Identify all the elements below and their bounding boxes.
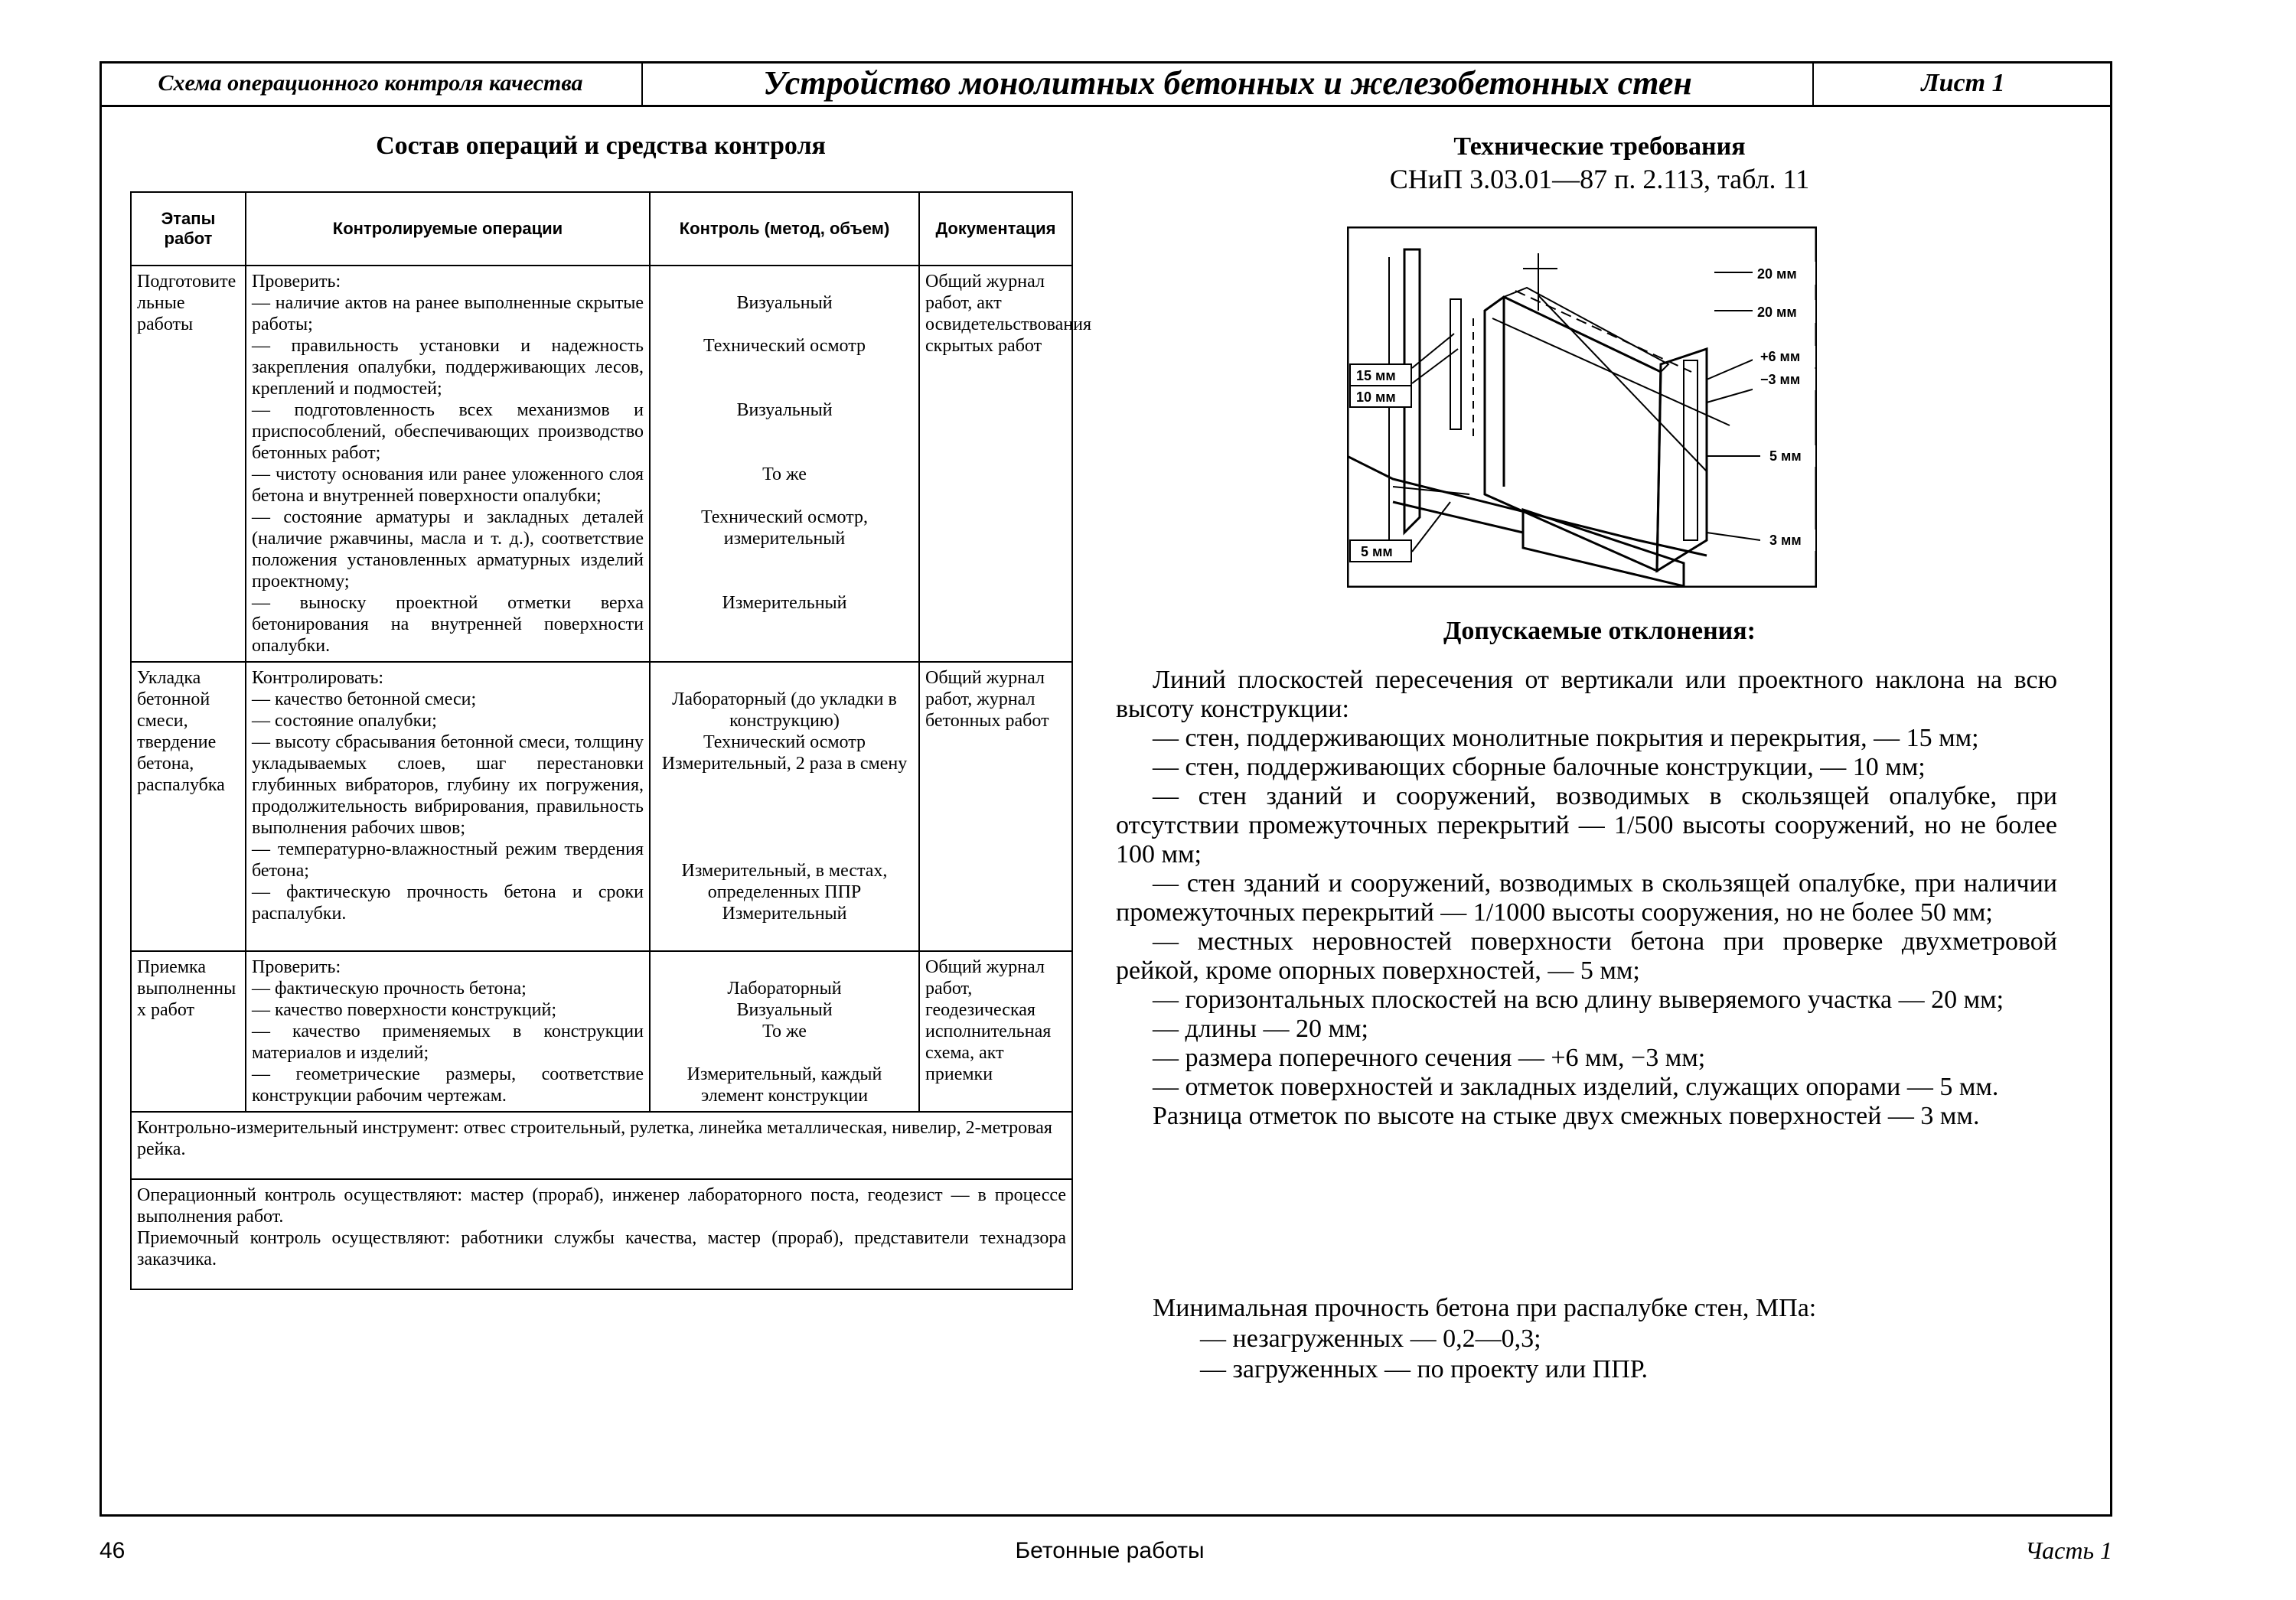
control-table: [130, 191, 1092, 1290]
stage-documentation: Общий журнал работ, журнал бетонных работ: [919, 662, 1072, 951]
control-method: Визуальный: [736, 293, 833, 313]
operation-item: — правильность установки и надежность закрепления опалубки, поддерживающих лесов, креплений и подмостей;: [252, 336, 644, 399]
control-staff-row: [131, 1179, 1072, 1289]
control-method: То же: [762, 464, 807, 484]
control-method: Измерительный: [722, 904, 847, 924]
page-number: 46: [99, 1538, 126, 1563]
label-r2: 20 мм: [1757, 305, 1797, 320]
min-strength-title: Минимальная прочность бетона при распалубке стен, МПа:: [1153, 1294, 1817, 1322]
leader-r4: [1707, 387, 1760, 402]
right-wall: [1657, 349, 1707, 571]
table-header-row: [131, 192, 1072, 266]
label-l1: 15 мм: [1356, 368, 1396, 383]
left-section-title: Состав операций и средства контроля: [376, 132, 826, 160]
instruments-row: [131, 1112, 1072, 1179]
control-method: Лабораторный: [727, 979, 842, 999]
min-strength-block: [1116, 1293, 2057, 1385]
operation-item: — высоту сбрасывания бетонной смеси, толщину укладываемых слоев, шаг перестановки глубинных вибраторов, глубину их погружения, продолжительность вибрирования, правильность выполнения рабочих швов;: [252, 732, 644, 838]
stage-name: Укладка бетонной смеси, твердение бетона, распалубка: [131, 662, 246, 951]
dashed-level-line: [1515, 291, 1691, 372]
label-r6: 3 мм: [1769, 533, 1802, 548]
operation-item: — чистоту основания или ранее уложенного слоя бетона и внутренней поверхности опалубки;: [252, 464, 644, 506]
deviation-item: Разница отметок по высоте на стыке двух смежных поверхностей — 3 мм.: [1153, 1102, 1980, 1130]
leader-diag1: [1538, 295, 1707, 471]
table-row: [131, 266, 1072, 662]
operation-item: — температурно-влажностный режим твердения бетона;: [252, 839, 644, 881]
wall-tolerance-diagram: [1347, 226, 1817, 588]
label-r3: +6 мм: [1760, 349, 1801, 364]
control-method: Измерительный, 2 раза в смену: [661, 754, 908, 774]
header-title: Устройство монолитных бетонных и железобетонных стен: [643, 61, 1814, 105]
operation-item: — подготовленность всех механизмов и приспособлений, обеспечивающих производство бетонных работ;: [252, 400, 644, 463]
operation-item: — качество применяемых в конструкции материалов и изделий;: [252, 1022, 644, 1063]
control-method: Лабораторный (до укладки в конструкцию): [672, 689, 897, 731]
label-l2: 10 мм: [1356, 389, 1396, 405]
operation-item: — фактическую прочность бетона и сроки распалубки.: [252, 882, 644, 924]
col-header-stages: Этапы работ: [131, 192, 246, 266]
control-method: Измерительный, каждый элемент конструкции: [687, 1064, 882, 1106]
instruments-text: Контрольно-измерительный инструмент: отвес строительный, рулетка, линейка металлическая, нивелир, 2-метровая рейка.: [131, 1112, 1072, 1179]
header: [99, 61, 2112, 107]
diagram-frame: [1348, 227, 1816, 587]
operation-item: — наличие актов на ранее выполненные скрытые работы;: [252, 293, 644, 334]
deviation-item: — стен, поддерживающих монолитные покрытия и перекрытия, — 15 мм;: [1153, 724, 1979, 752]
control-method: Технический осмотр: [703, 732, 866, 752]
control-spacer: [656, 956, 913, 978]
control-method: Измерительный, в местах, определенных ППР: [681, 861, 888, 902]
control-method: Технический осмотр: [703, 336, 866, 356]
label-r5: 5 мм: [1769, 448, 1802, 464]
col-header-control: Контроль (метод, объем): [650, 192, 919, 266]
leader-l1: [1412, 334, 1454, 368]
deviation-item: — отметок поверхностей и закладных изделий, служащих опорами — 5 мм.: [1153, 1073, 1999, 1101]
stage-operations: [246, 662, 650, 951]
operation-item: — выноску проектной отметки верха бетонирования на внутренней поверхности опалубки.: [252, 593, 644, 656]
min-strength-item-loaded: — загруженных — по проекту или ППР.: [1200, 1355, 1648, 1383]
control-spacer: [656, 271, 913, 292]
deviation-item: Линий плоскостей пересечения от вертикали или проектного наклона на всю высоту конструкции:: [1116, 666, 2057, 723]
acceptance-control-text: Приемочный контроль осуществляют: работники службы качества, мастер (прораб), представители технадзора заказчика.: [137, 1228, 1066, 1269]
label-l3: 5 мм: [1361, 544, 1393, 559]
stage-control-methods: [650, 266, 919, 662]
table-row: [131, 951, 1072, 1112]
stage-documentation: Общий журнал работ, геодезическая исполнительная схема, акт приемки: [919, 951, 1072, 1112]
leader-r6: [1707, 533, 1760, 540]
control-spacer: [656, 667, 913, 689]
stage-intro: Контролировать:: [252, 668, 384, 688]
leader-l3: [1412, 502, 1450, 552]
deviation-item: — длины — 20 мм;: [1153, 1015, 1368, 1043]
min-strength-item-unloaded: — незагруженных — 0,2—0,3;: [1200, 1325, 1541, 1353]
col-header-operations: Контролируемые операции: [246, 192, 650, 266]
operation-item: — состояние арматуры и закладных деталей (наличие ржавчины, масла и т. д.), соответствие положения установленных арматурных изделий проектному;: [252, 507, 644, 591]
level-rod: [1450, 299, 1461, 429]
deviation-item: — стен зданий и сооружений, возводимых в скользящей опалубке, при наличии промежуточных перекрытий — 1/1000 высоты сооружения, но не более 50 мм;: [1116, 869, 2057, 927]
deviations-list: [1116, 666, 2057, 1131]
stage-name: Приемка выполненных работ: [131, 951, 246, 1112]
operation-item: — качество поверхности конструкций;: [252, 1000, 556, 1020]
stage-operations: [246, 266, 650, 662]
table-row: [131, 662, 1072, 951]
operational-control-text: Операционный контроль осуществляют: мастер (прораб), инженер лабораторного поста, геодезист — в процессе выполнения работ.: [137, 1185, 1066, 1227]
deviation-item: — стен зданий и сооружений, возводимых в скользящей опалубке, при отсутствии промежуточных перекрытий — 1/500 высоты сооружений, но не более 100 мм;: [1116, 782, 2057, 868]
stage-control-methods: [650, 951, 919, 1112]
label-r4: −3 мм: [1760, 372, 1801, 387]
control-method: Визуальный: [736, 400, 833, 420]
operation-item: — геометрические размеры, соответствие конструкции рабочим чертежам.: [252, 1064, 644, 1106]
control-method: Визуальный: [736, 1000, 833, 1020]
stage-name: Подготовительные работы: [131, 266, 246, 662]
stage-operations: [246, 951, 650, 1112]
leader-r3: [1707, 357, 1760, 380]
control-method: Измерительный: [722, 593, 847, 613]
deviation-item: — горизонтальных плоскостей на всю длину выверяемого участка — 20 мм;: [1153, 986, 2004, 1014]
footer-title: Бетонные работы: [1015, 1538, 1205, 1563]
control-method: Технический осмотр, измерительный: [701, 507, 868, 549]
control-staff-cell: [131, 1179, 1072, 1289]
stage-intro: Проверить:: [252, 957, 341, 977]
col-header-docs: Документация: [919, 192, 1072, 266]
operation-item: — качество бетонной смеси;: [252, 689, 477, 709]
snip-reference: СНиП 3.03.01—87 п. 2.113, табл. 11: [1389, 164, 1810, 194]
deviation-item: — местных неровностей поверхности бетона при проверке двухметровой рейкой, кроме опорных поверхностей, — 5 мм;: [1116, 927, 2057, 985]
header-sheet: Лист 1: [1921, 68, 2005, 97]
footer-part: Часть 1: [2025, 1536, 2112, 1564]
control-method: То же: [762, 1022, 807, 1041]
deviations-title: Допускаемые отклонения:: [1443, 617, 1756, 645]
tech-requirements-title: Технические требования: [1453, 132, 1746, 161]
header-scheme-label: Схема операционного контроля качества: [99, 61, 643, 105]
stage-documentation: Общий журнал работ, акт освидетельствования скрытых работ: [919, 266, 1072, 662]
stage-control-methods: [650, 662, 919, 951]
wall-top: [1504, 288, 1668, 372]
label-r1: 20 мм: [1757, 266, 1797, 282]
deviation-item: — стен, поддерживающих сборные балочные конструкции, — 10 мм;: [1153, 753, 1926, 781]
tech-requirements: [1125, 132, 2074, 196]
deviation-item: — размера поперечного сечения — +6 мм, −3 мм;: [1153, 1044, 1706, 1072]
operation-item: — фактическую прочность бетона;: [252, 979, 527, 999]
stage-intro: Проверить:: [252, 272, 341, 292]
operation-item: — состояние опалубки;: [252, 711, 437, 731]
